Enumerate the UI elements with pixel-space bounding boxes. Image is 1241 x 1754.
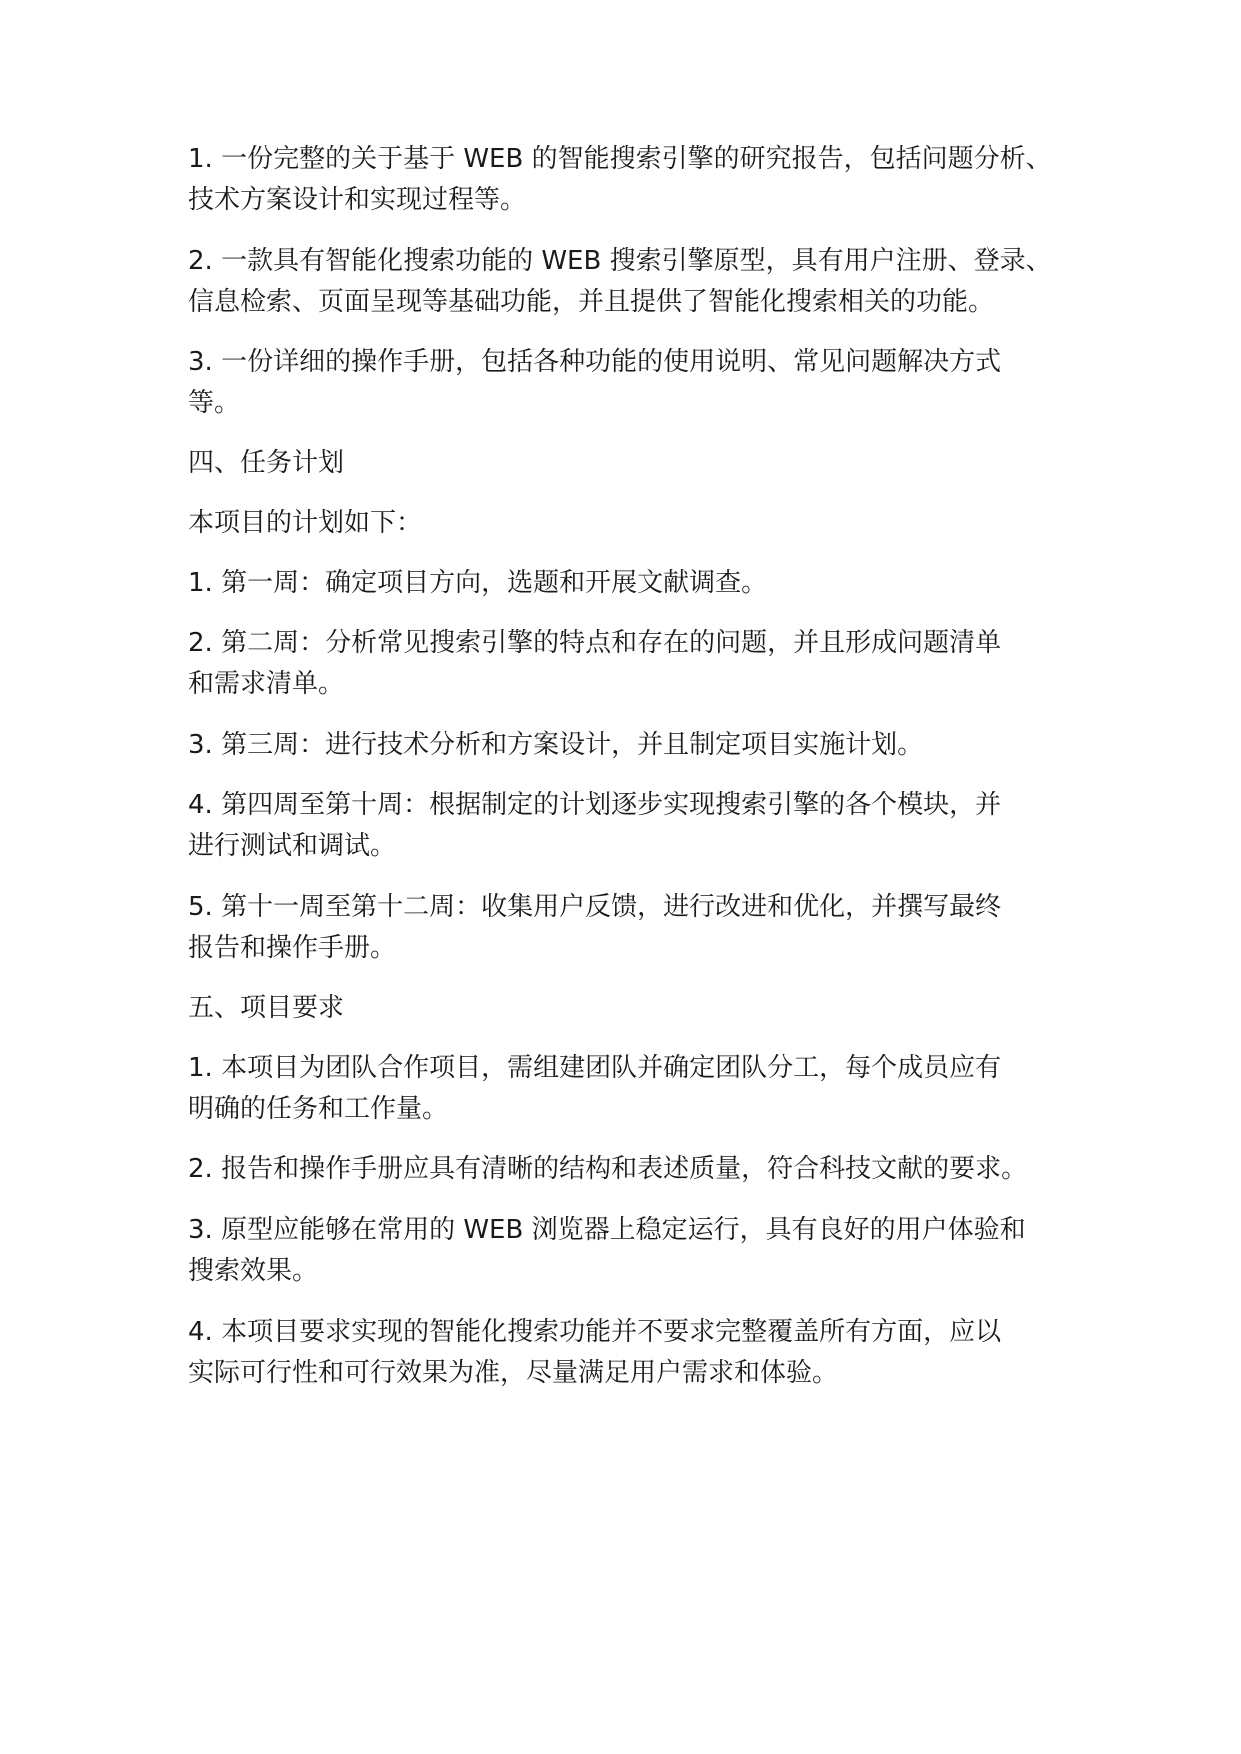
plan-item-4-line-2: 进行测试和调试。 bbox=[188, 831, 397, 861]
requirement-1-line-2: 明确的任务和工作量。 bbox=[188, 1094, 449, 1124]
plan-item-3-line-1: 3. 第三周：进行技术分析和方案设计，并且制定项目实施计划。 bbox=[188, 730, 924, 760]
requirement-1-line-1: 1. 本项目为团队合作项目，需组建团队并确定团队分工，每个成员应有 bbox=[188, 1053, 1002, 1083]
deliverable-1-line-2: 技术方案设计和实现过程等。 bbox=[188, 185, 527, 215]
plan-item-2-line-2: 和需求清单。 bbox=[188, 669, 345, 699]
plan-item-5-line-1: 5. 第十一周至第十二周：收集用户反馈，进行改进和优化，并撰写最终 bbox=[188, 892, 1002, 922]
deliverable-3-line-1: 3. 一份详细的操作手册，包括各种功能的使用说明、常见问题解决方式 bbox=[188, 347, 1002, 377]
deliverable-2-line-2: 信息检索、页面呈现等基础功能，并且提供了智能化搜索相关的功能。 bbox=[188, 287, 995, 317]
section-5-heading: 五、项目要求 bbox=[188, 993, 345, 1023]
requirement-3-line-1: 3. 原型应能够在常用的 WEB 浏览器上稳定运行，具有良好的用户体验和 bbox=[188, 1215, 1026, 1245]
deliverable-1-line-1: 1. 一份完整的关于基于 WEB 的智能搜索引擎的研究报告，包括问题分析、 bbox=[188, 144, 1052, 174]
requirement-3-line-2: 搜索效果。 bbox=[188, 1256, 319, 1286]
deliverable-3-line-2: 等。 bbox=[188, 388, 241, 418]
requirement-4-line-1: 4. 本项目要求实现的智能化搜索功能并不要求完整覆盖所有方面，应以 bbox=[188, 1317, 1002, 1347]
plan-item-2-line-1: 2. 第二周：分析常见搜索引擎的特点和存在的问题，并且形成问题清单 bbox=[188, 628, 1002, 658]
plan-item-1-line-1: 1. 第一周：确定项目方向，选题和开展文献调查。 bbox=[188, 568, 768, 598]
section-4-intro: 本项目的计划如下： bbox=[188, 508, 423, 538]
requirement-4-line-2: 实际可行性和可行效果为准，尽量满足用户需求和体验。 bbox=[188, 1358, 839, 1388]
deliverable-2-line-1: 2. 一款具有智能化搜索功能的 WEB 搜索引擎原型，具有用户注册、登录、 bbox=[188, 246, 1052, 276]
requirement-2-line-1: 2. 报告和操作手册应具有清晰的结构和表述质量，符合科技文献的要求。 bbox=[188, 1154, 1028, 1184]
plan-item-4-line-1: 4. 第四周至第十周：根据制定的计划逐步实现搜索引擎的各个模块，并 bbox=[188, 790, 1002, 820]
section-4-heading: 四、任务计划 bbox=[188, 448, 345, 478]
plan-item-5-line-2: 报告和操作手册。 bbox=[188, 933, 397, 963]
